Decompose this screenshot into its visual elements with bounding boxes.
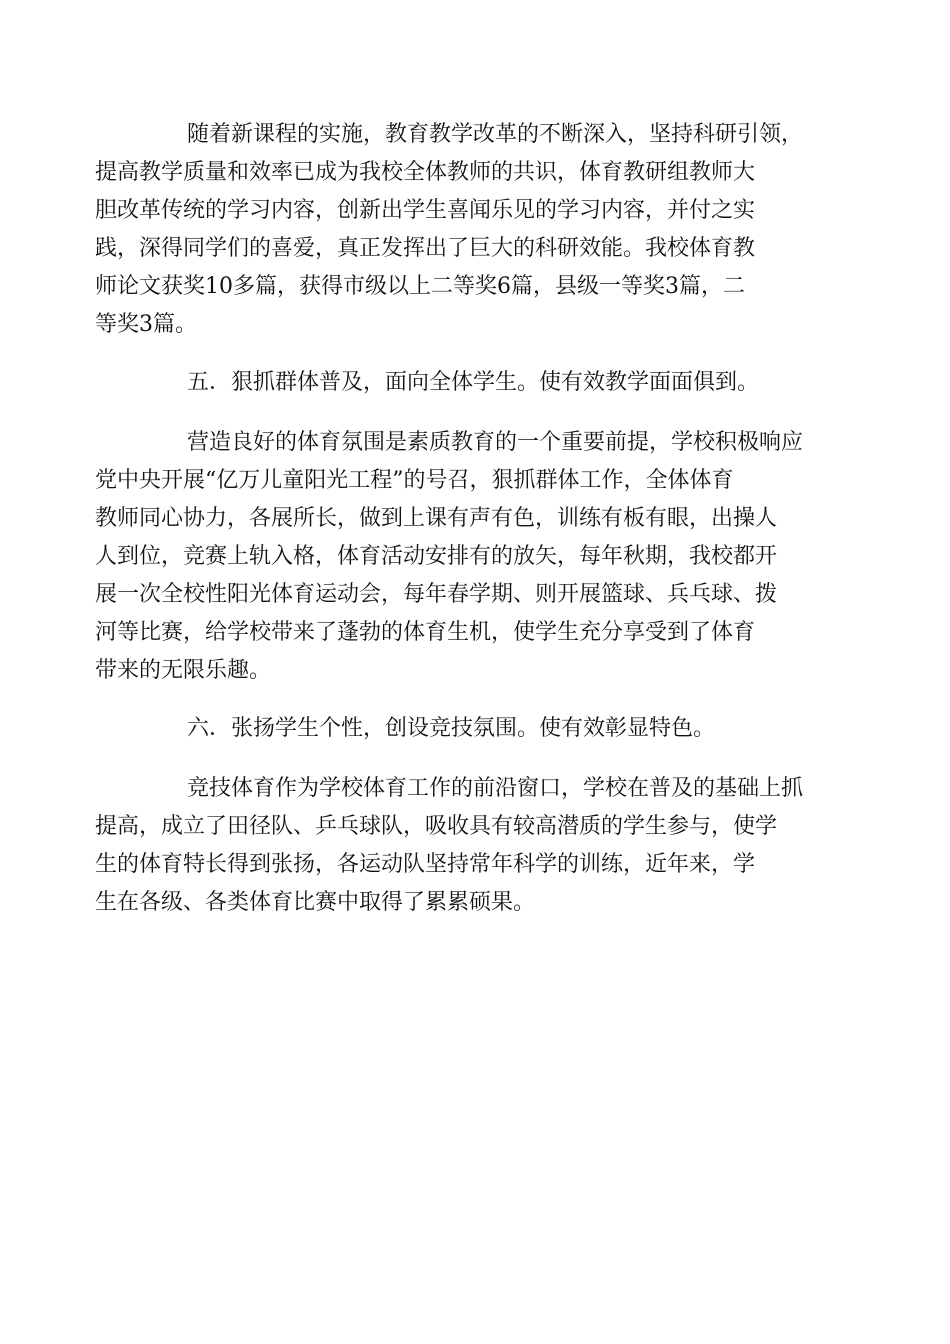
paragraph-research xyxy=(95,116,811,344)
text-line: 生在各级、各类体育比赛中取得了累累硕果。 xyxy=(95,890,536,915)
text-line: 提高，成立了田径队、乒乓球队，吸收具有较高潜质的学生参与，使学 xyxy=(95,814,778,839)
text-line: 展一次全校性阳光体育运动会，每年春学期、则开展篮球、兵乓球、拨 xyxy=(95,582,778,607)
text-line: 人到位，竞赛上轨入格，体育活动安排有的放矢，每年秋期，我校都开 xyxy=(95,544,778,569)
text-line: 师论文获奖10多篇，获得市级以上二等奖6篇，县级一等奖3篇，二 xyxy=(95,274,745,299)
text-line: 胆改革传统的学习内容，创新出学生喜闻乐见的学习内容，并付之实 xyxy=(95,198,756,223)
text-line: 竞技体育作为学校体育工作的前沿窗口，学校在普及的基础上抓 xyxy=(187,776,804,801)
text-line: 践，深得同学们的喜爱，真正发挥出了巨大的科研效能。我校体育教 xyxy=(95,236,756,261)
text-line: 等奖3篇。 xyxy=(95,312,197,337)
section-heading-five: 五．狠抓群体普及，面向全体学生。使有效教学面面俱到。 xyxy=(187,370,760,395)
paragraph-competitive-sports xyxy=(95,770,811,922)
text-line: 教师同心协力，各展所长，做到上课有声有色，训练有板有眼，出操人 xyxy=(95,506,778,531)
text-line: 随着新课程的实施，教育教学改革的不断深入，坚持科研引领， xyxy=(187,122,804,147)
text-line: 生的体育特长得到张扬，各运动队坚持常年科学的训练，近年来，学 xyxy=(95,852,756,877)
paragraph-mass-sports xyxy=(95,424,811,690)
text-line: 河等比赛，给学校带来了蓬勃的体育生机，使学生充分享受到了体育 xyxy=(95,620,756,645)
document-body xyxy=(95,116,811,942)
text-line: 营造良好的体育氛围是素质教育的一个重要前提，学校积极响应 xyxy=(187,430,804,455)
text-line: 提高教学质量和效率已成为我校全体教师的共识，体育教研组教师大 xyxy=(95,160,756,185)
text-line: 带来的无限乐趣。 xyxy=(95,658,272,683)
text-line: 党中央开展“亿万儿童阳光工程”的号召，狠抓群体工作，全体体育 xyxy=(95,468,734,493)
section-heading-six: 六．张扬学生个性，创设竞技氛围。使有效彰显特色。 xyxy=(187,716,716,741)
